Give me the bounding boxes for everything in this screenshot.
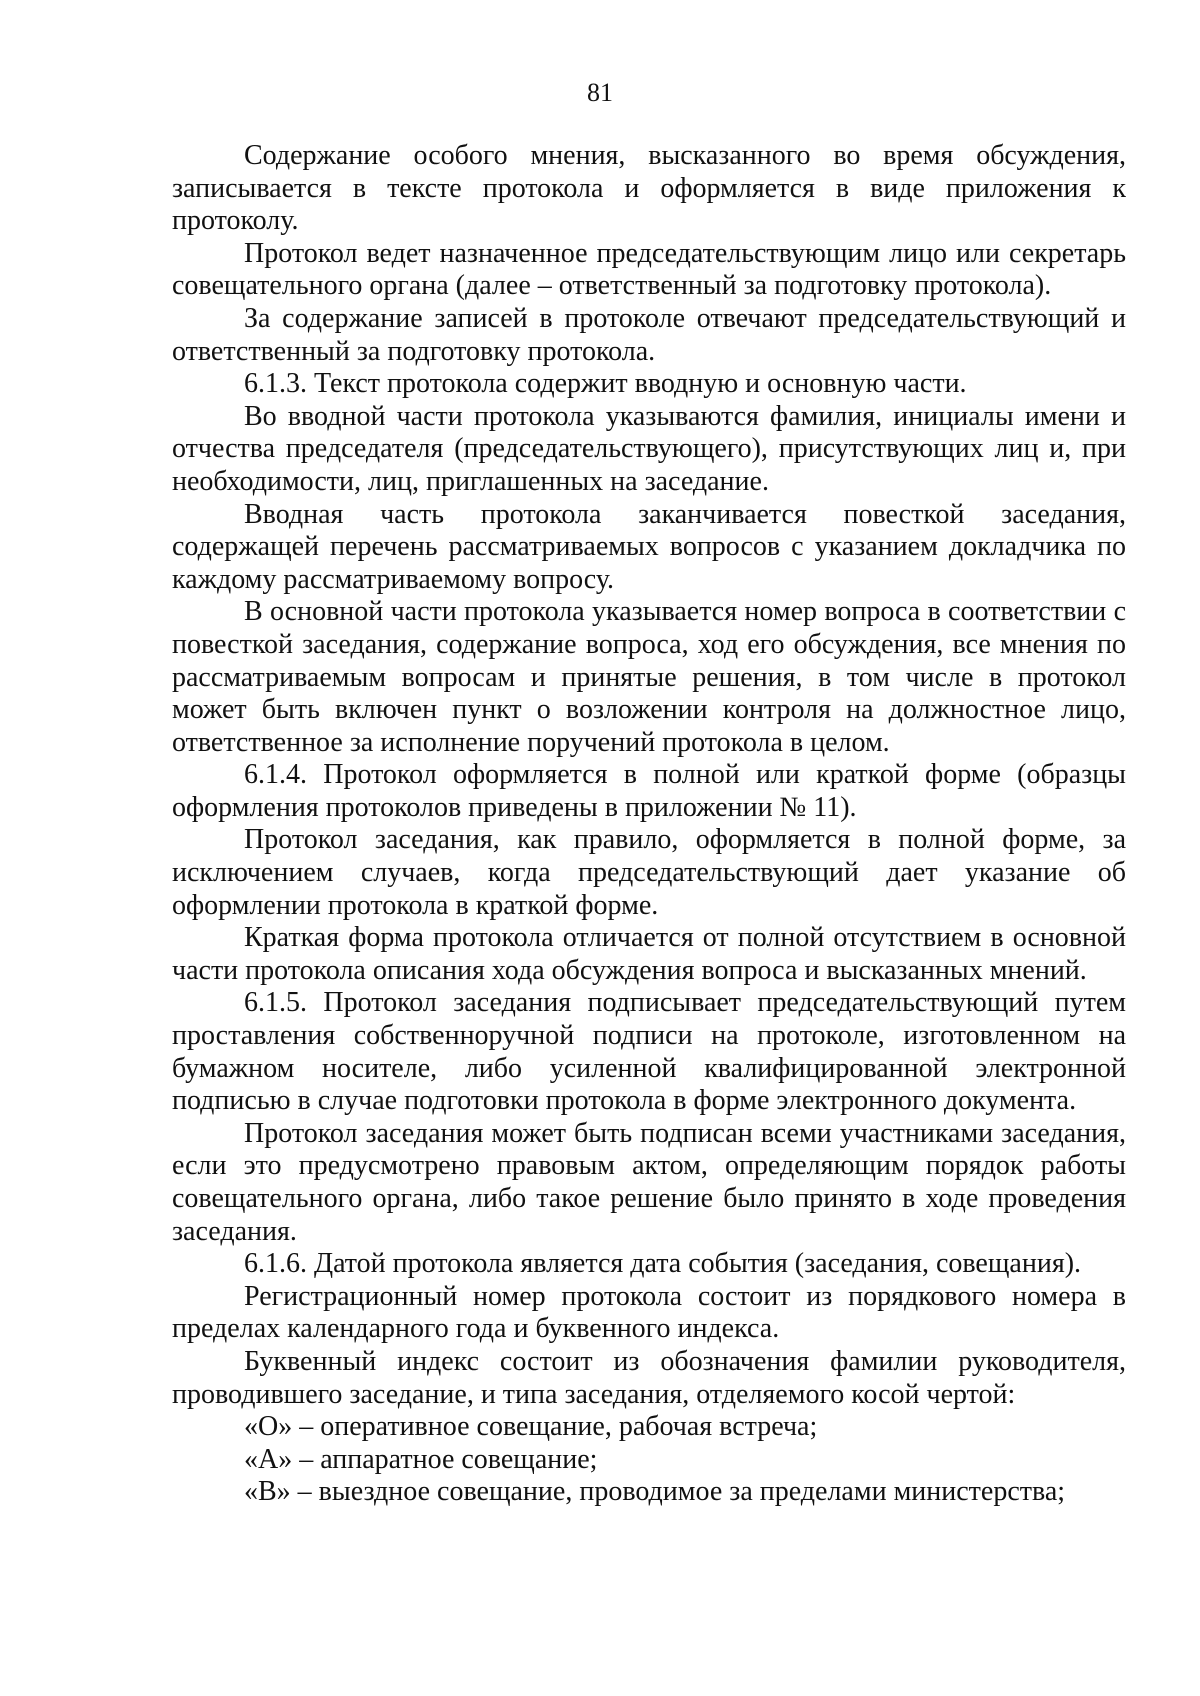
list-item-apparatus: «А» – аппаратное совещание; bbox=[244, 1443, 598, 1475]
paragraph-full-form: Протокол заседания, как правило, оформляется в полной форме, за исключением случаев, когда председательствующий дает указание об оформлении протокола в краткой форме. bbox=[172, 824, 1126, 921]
paragraph-letter-index: Буквенный индекс состоит из обозначения фамилии руководителя, проводившего заседание, и типа заседания, отделяемого косой чертой: bbox=[172, 1345, 1126, 1410]
paragraph-6-1-5: 6.1.5. Протокол заседания подписывает председательствующий путем проставления собственноручной подписи на протоколе, изготовленном на бумажном носителе, либо усиленной квалифицированной электронной подписью в случае подготовки протокола в форме электронного документа. bbox=[172, 987, 1126, 1117]
paragraph-intro-part: Во вводной части протокола указываются фамилия, инициалы имени и отчества председателя (председательствующего), присутствующих лиц и, при необходимости, лиц, приглашенных на заседание. bbox=[172, 400, 1126, 497]
paragraph-registration-number: Регистрационный номер протокола состоит из порядкового номера в пределах календарного года и буквенного индекса. bbox=[172, 1280, 1126, 1345]
list-item-operative: «О» – оперативное совещание, рабочая встреча; bbox=[244, 1411, 818, 1443]
paragraph-special-opinion: Содержание особого мнения, высказанного во время обсуждения, записывается в тексте протокола и оформляется в виде приложения к протоколу. bbox=[172, 140, 1126, 237]
page-number: 81 bbox=[587, 78, 613, 107]
paragraph-agenda: Вводная часть протокола заканчивается повесткой заседания, содержащей перечень рассматриваемых вопросов с указанием докладчика по каждому рассматриваемому вопросу. bbox=[172, 498, 1126, 595]
paragraph-6-1-4: 6.1.4. Протокол оформляется в полной или краткой форме (образцы оформления протоколов приведены в приложении № 11). bbox=[172, 759, 1126, 823]
paragraph-signed-by-all: Протокол заседания может быть подписан всеми участниками заседания, если это предусмотрено правовым актом, определяющим порядок работы совещательного органа, либо такое решение было принято в ходе проведения заседания. bbox=[172, 1117, 1126, 1247]
paragraph-responsibility: За содержание записей в протоколе отвечают председательствующий и ответственный за подготовку протокола. bbox=[172, 302, 1126, 367]
document-body bbox=[172, 140, 1126, 1509]
paragraph-short-form: Краткая форма протокола отличается от полной отсутствием в основной части протокола описания хода обсуждения вопроса и высказанных мнений. bbox=[172, 922, 1126, 986]
list-item-offsite: «В» – выездное совещание, проводимое за пределами министерства; bbox=[244, 1476, 1066, 1508]
paragraph-main-part: В основной части протокола указывается номер вопроса в соответствии с повесткой заседания, содержание вопроса, ход его обсуждения, все мнения по рассматриваемым вопросам и принятые решения, в том числе в протокол может быть включен пункт о возложении контроля на должностное лицо, ответственное за исполнение поручений протокола в целом. bbox=[172, 596, 1126, 758]
paragraph-protocol-keeper: Протокол ведет назначенное председательствующим лицо или секретарь совещательного органа (далее – ответственный за подготовку протокола). bbox=[172, 237, 1126, 302]
paragraph-6-1-3: 6.1.3. Текст протокола содержит вводную и основную части. bbox=[244, 368, 967, 400]
paragraph-6-1-6: 6.1.6. Датой протокола является дата события (заседания, совещания). bbox=[244, 1248, 1082, 1280]
